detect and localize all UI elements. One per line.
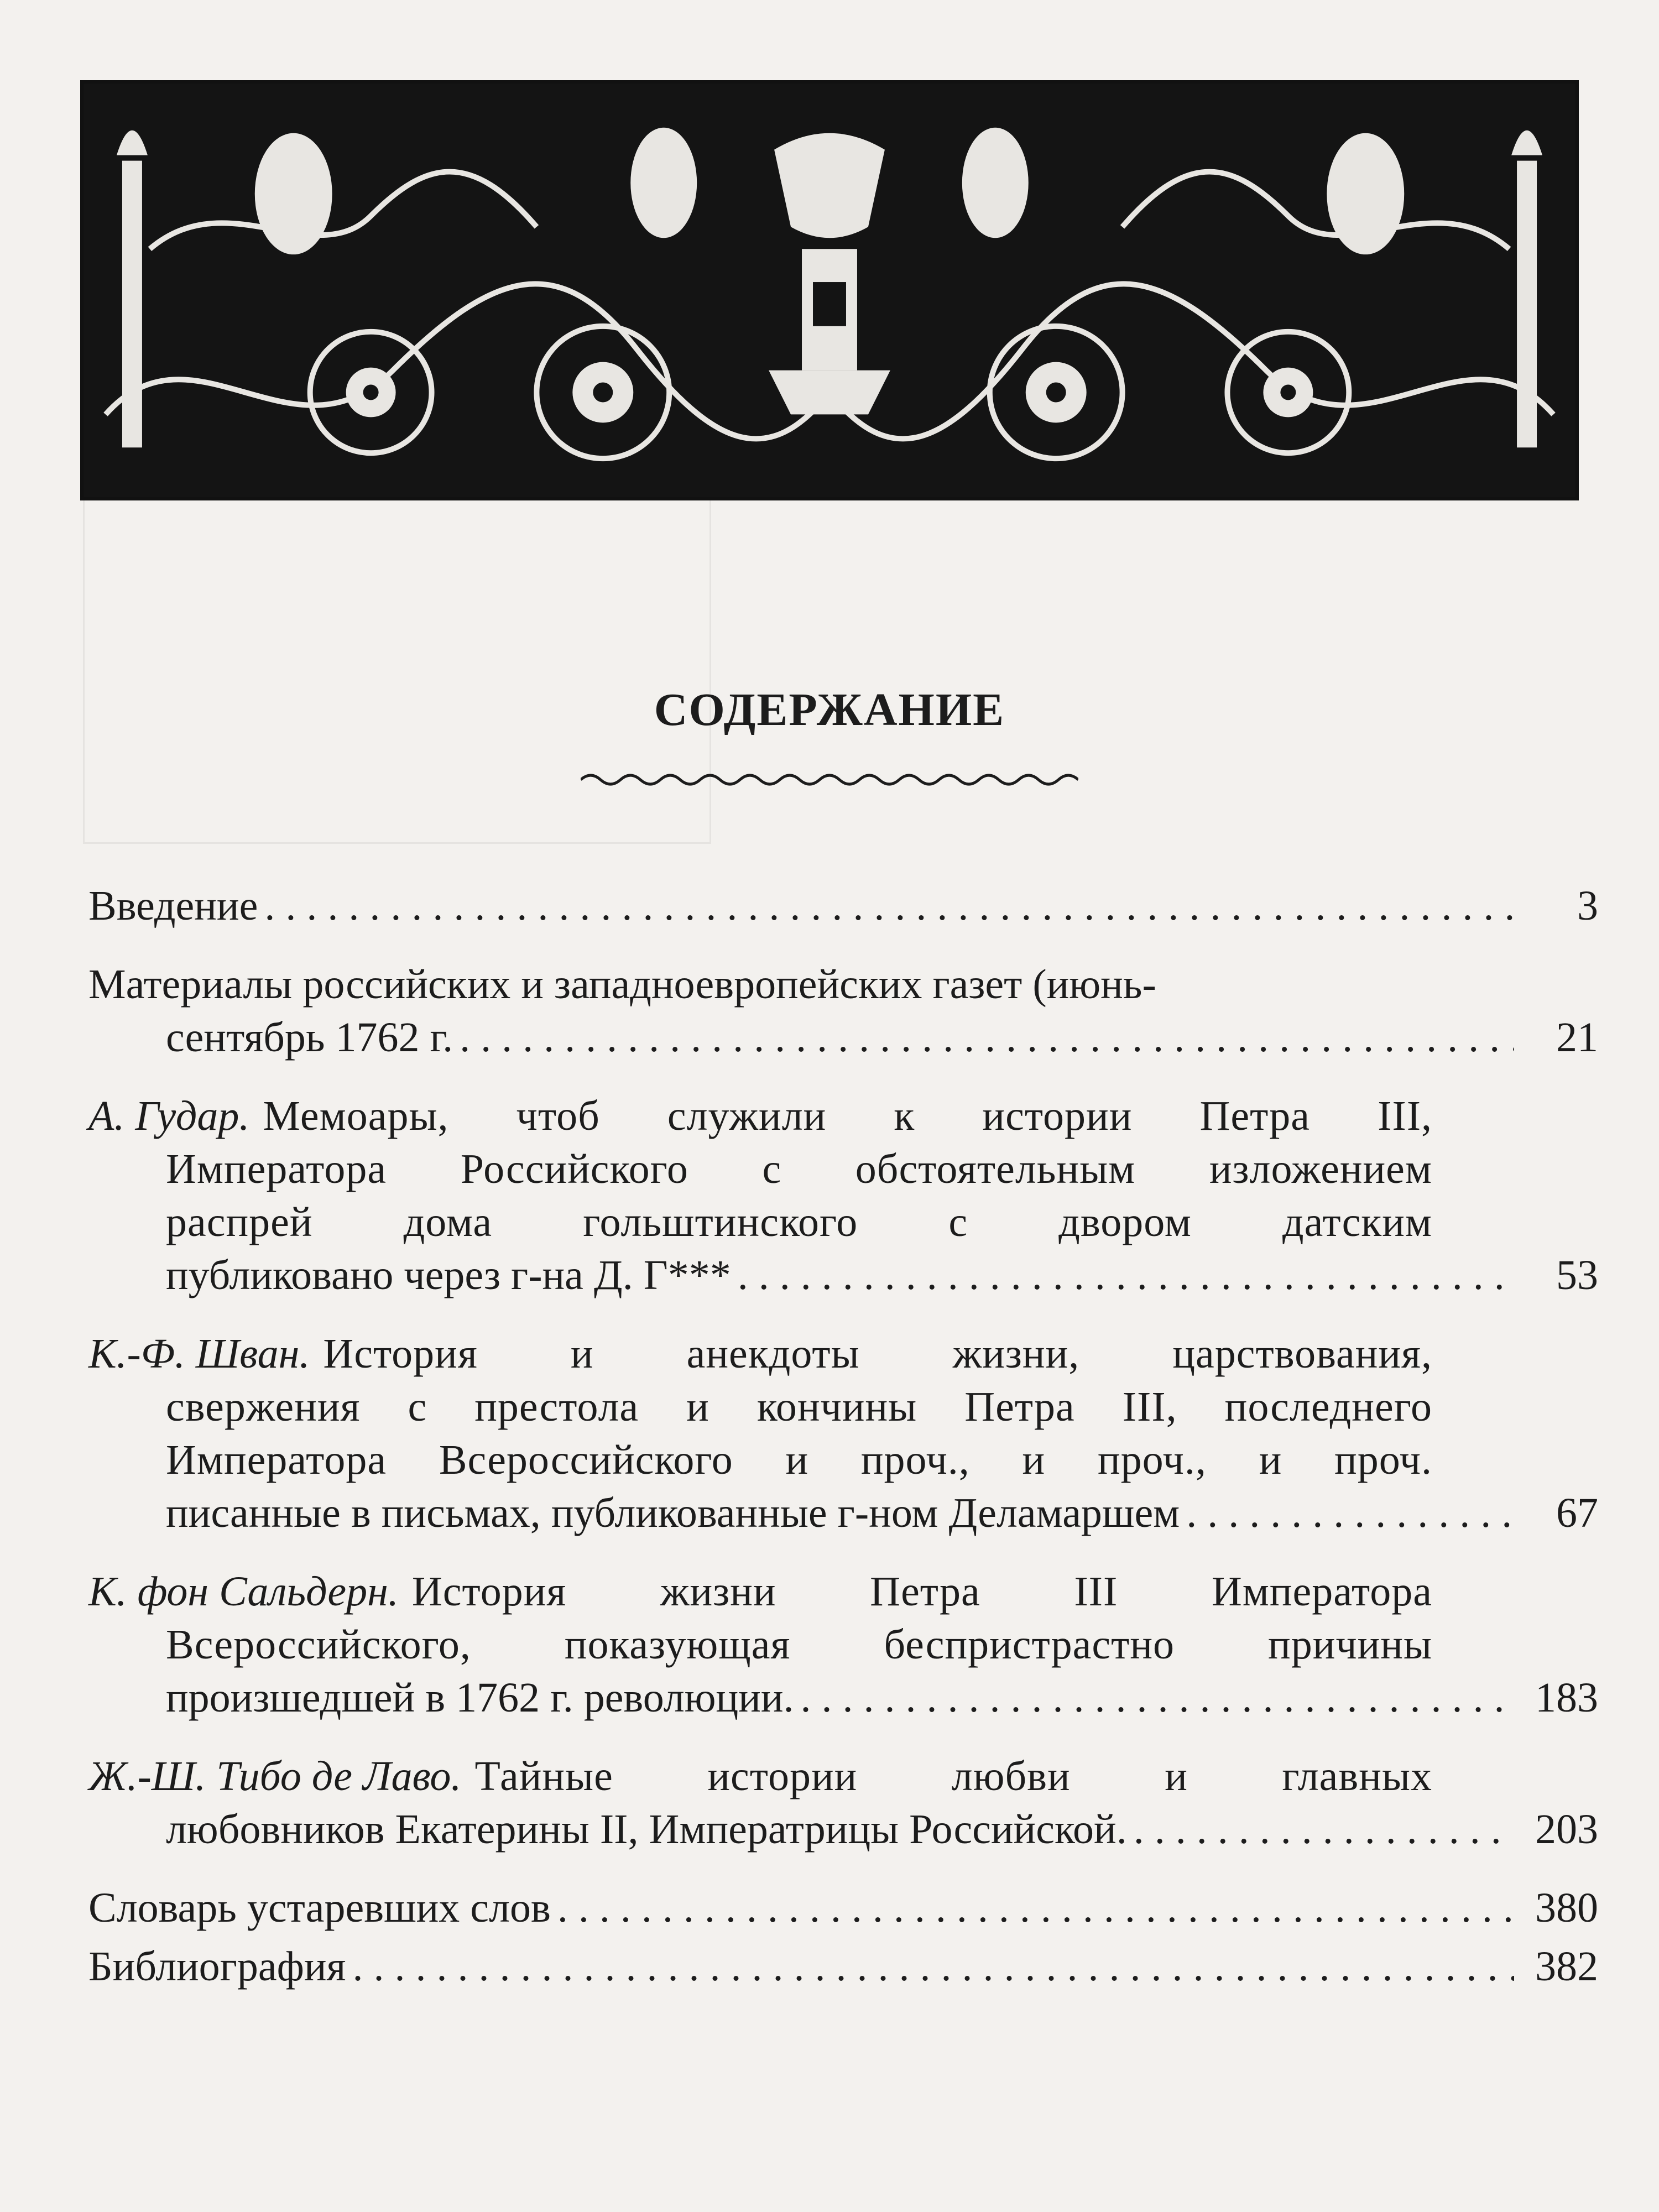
- toc-entry-intro[interactable]: [88, 879, 1598, 932]
- toc-page-number: 183: [1535, 1674, 1598, 1721]
- dot-leader: [352, 1940, 1514, 1993]
- toc-author: Ж.-Ш. Тибо де Лаво.: [88, 1753, 462, 1799]
- dot-leader: [1134, 1803, 1514, 1856]
- toc-entry-text: Мемоары, чтоб служили к истории Петра III,: [263, 1093, 1432, 1139]
- toc-entry-text: История жизни Петра III Императора: [411, 1568, 1432, 1615]
- toc-entry-text: Всероссийского, показующая беспристрастно причины: [166, 1621, 1432, 1668]
- dot-leader: [557, 1881, 1514, 1934]
- toc-page-number: 67: [1556, 1490, 1598, 1536]
- toc-page-number: 3: [1577, 883, 1598, 929]
- dot-leader: [460, 1011, 1514, 1064]
- ornamental-frieze: [80, 80, 1579, 500]
- toc-author: К.-Ф. Шван.: [88, 1331, 310, 1377]
- toc-page-number: 382: [1535, 1943, 1598, 1990]
- toc-entry-text: писанные в письмах, публикованные г-ном Деламаршем: [166, 1490, 1180, 1536]
- toc-entry-glossary[interactable]: [88, 1881, 1598, 1934]
- dot-leader: [264, 879, 1514, 932]
- toc-heading: СОДЕРЖАНИЕ: [654, 684, 1005, 735]
- toc-entry-title: Словарь устаревших слов: [88, 1885, 551, 1931]
- dot-leader: [738, 1249, 1514, 1302]
- toc-entry-goudar[interactable]: [88, 1089, 1598, 1302]
- toc-entry-text: произшедшей в 1762 г. революции.: [166, 1674, 794, 1721]
- toc-entry-text: распрей дома гольштинского с двором датским: [166, 1199, 1432, 1245]
- toc-entry-text: Тайные истории любви и главных: [474, 1753, 1432, 1799]
- toc-entry-text: публиковано через г-на Д. Г***: [166, 1252, 731, 1298]
- toc-entry-text: любовников Екатерины II, Императрицы Российской.: [166, 1806, 1127, 1853]
- toc-entry-schwan[interactable]: [88, 1327, 1598, 1540]
- toc-entry-text: Императора Российского с обстоятельным изложением: [166, 1146, 1432, 1192]
- toc-page-number: 203: [1535, 1806, 1598, 1853]
- toc-entry-bibliography[interactable]: [88, 1940, 1598, 1993]
- toc-entry-thibault[interactable]: [88, 1750, 1598, 1856]
- dot-leader: [1186, 1486, 1514, 1540]
- toc-entry-text: Императора Всероссийского и проч., и проч., и проч.: [166, 1437, 1432, 1483]
- toc-page-number: 53: [1556, 1252, 1598, 1298]
- toc-page-number: 380: [1535, 1885, 1598, 1931]
- toc-entry-text: сентябрь 1762 г.: [166, 1014, 453, 1061]
- toc-entry-materials[interactable]: [88, 958, 1598, 1064]
- toc-entry-text: История и анекдоты жизни, царствования,: [323, 1331, 1432, 1377]
- toc-entry-title: Введение: [88, 883, 258, 929]
- table-of-contents: [88, 879, 1598, 1993]
- frieze-artwork: [84, 84, 1575, 497]
- toc-entry-text: свержения с престола и кончины Петра III, последнего: [166, 1384, 1432, 1430]
- toc-author: А. Гудар.: [88, 1093, 250, 1139]
- dot-leader: [801, 1671, 1514, 1724]
- toc-page-number: 21: [1556, 1014, 1598, 1061]
- toc-entry-text: Материалы российских и западноевропейских газет (июнь-: [88, 961, 1156, 1008]
- toc-entry-saldern[interactable]: [88, 1565, 1598, 1724]
- toc-author: К. фон Сальдерн.: [88, 1568, 399, 1615]
- wavy-divider: [581, 769, 1078, 791]
- toc-entry-title: Библиография: [88, 1943, 346, 1990]
